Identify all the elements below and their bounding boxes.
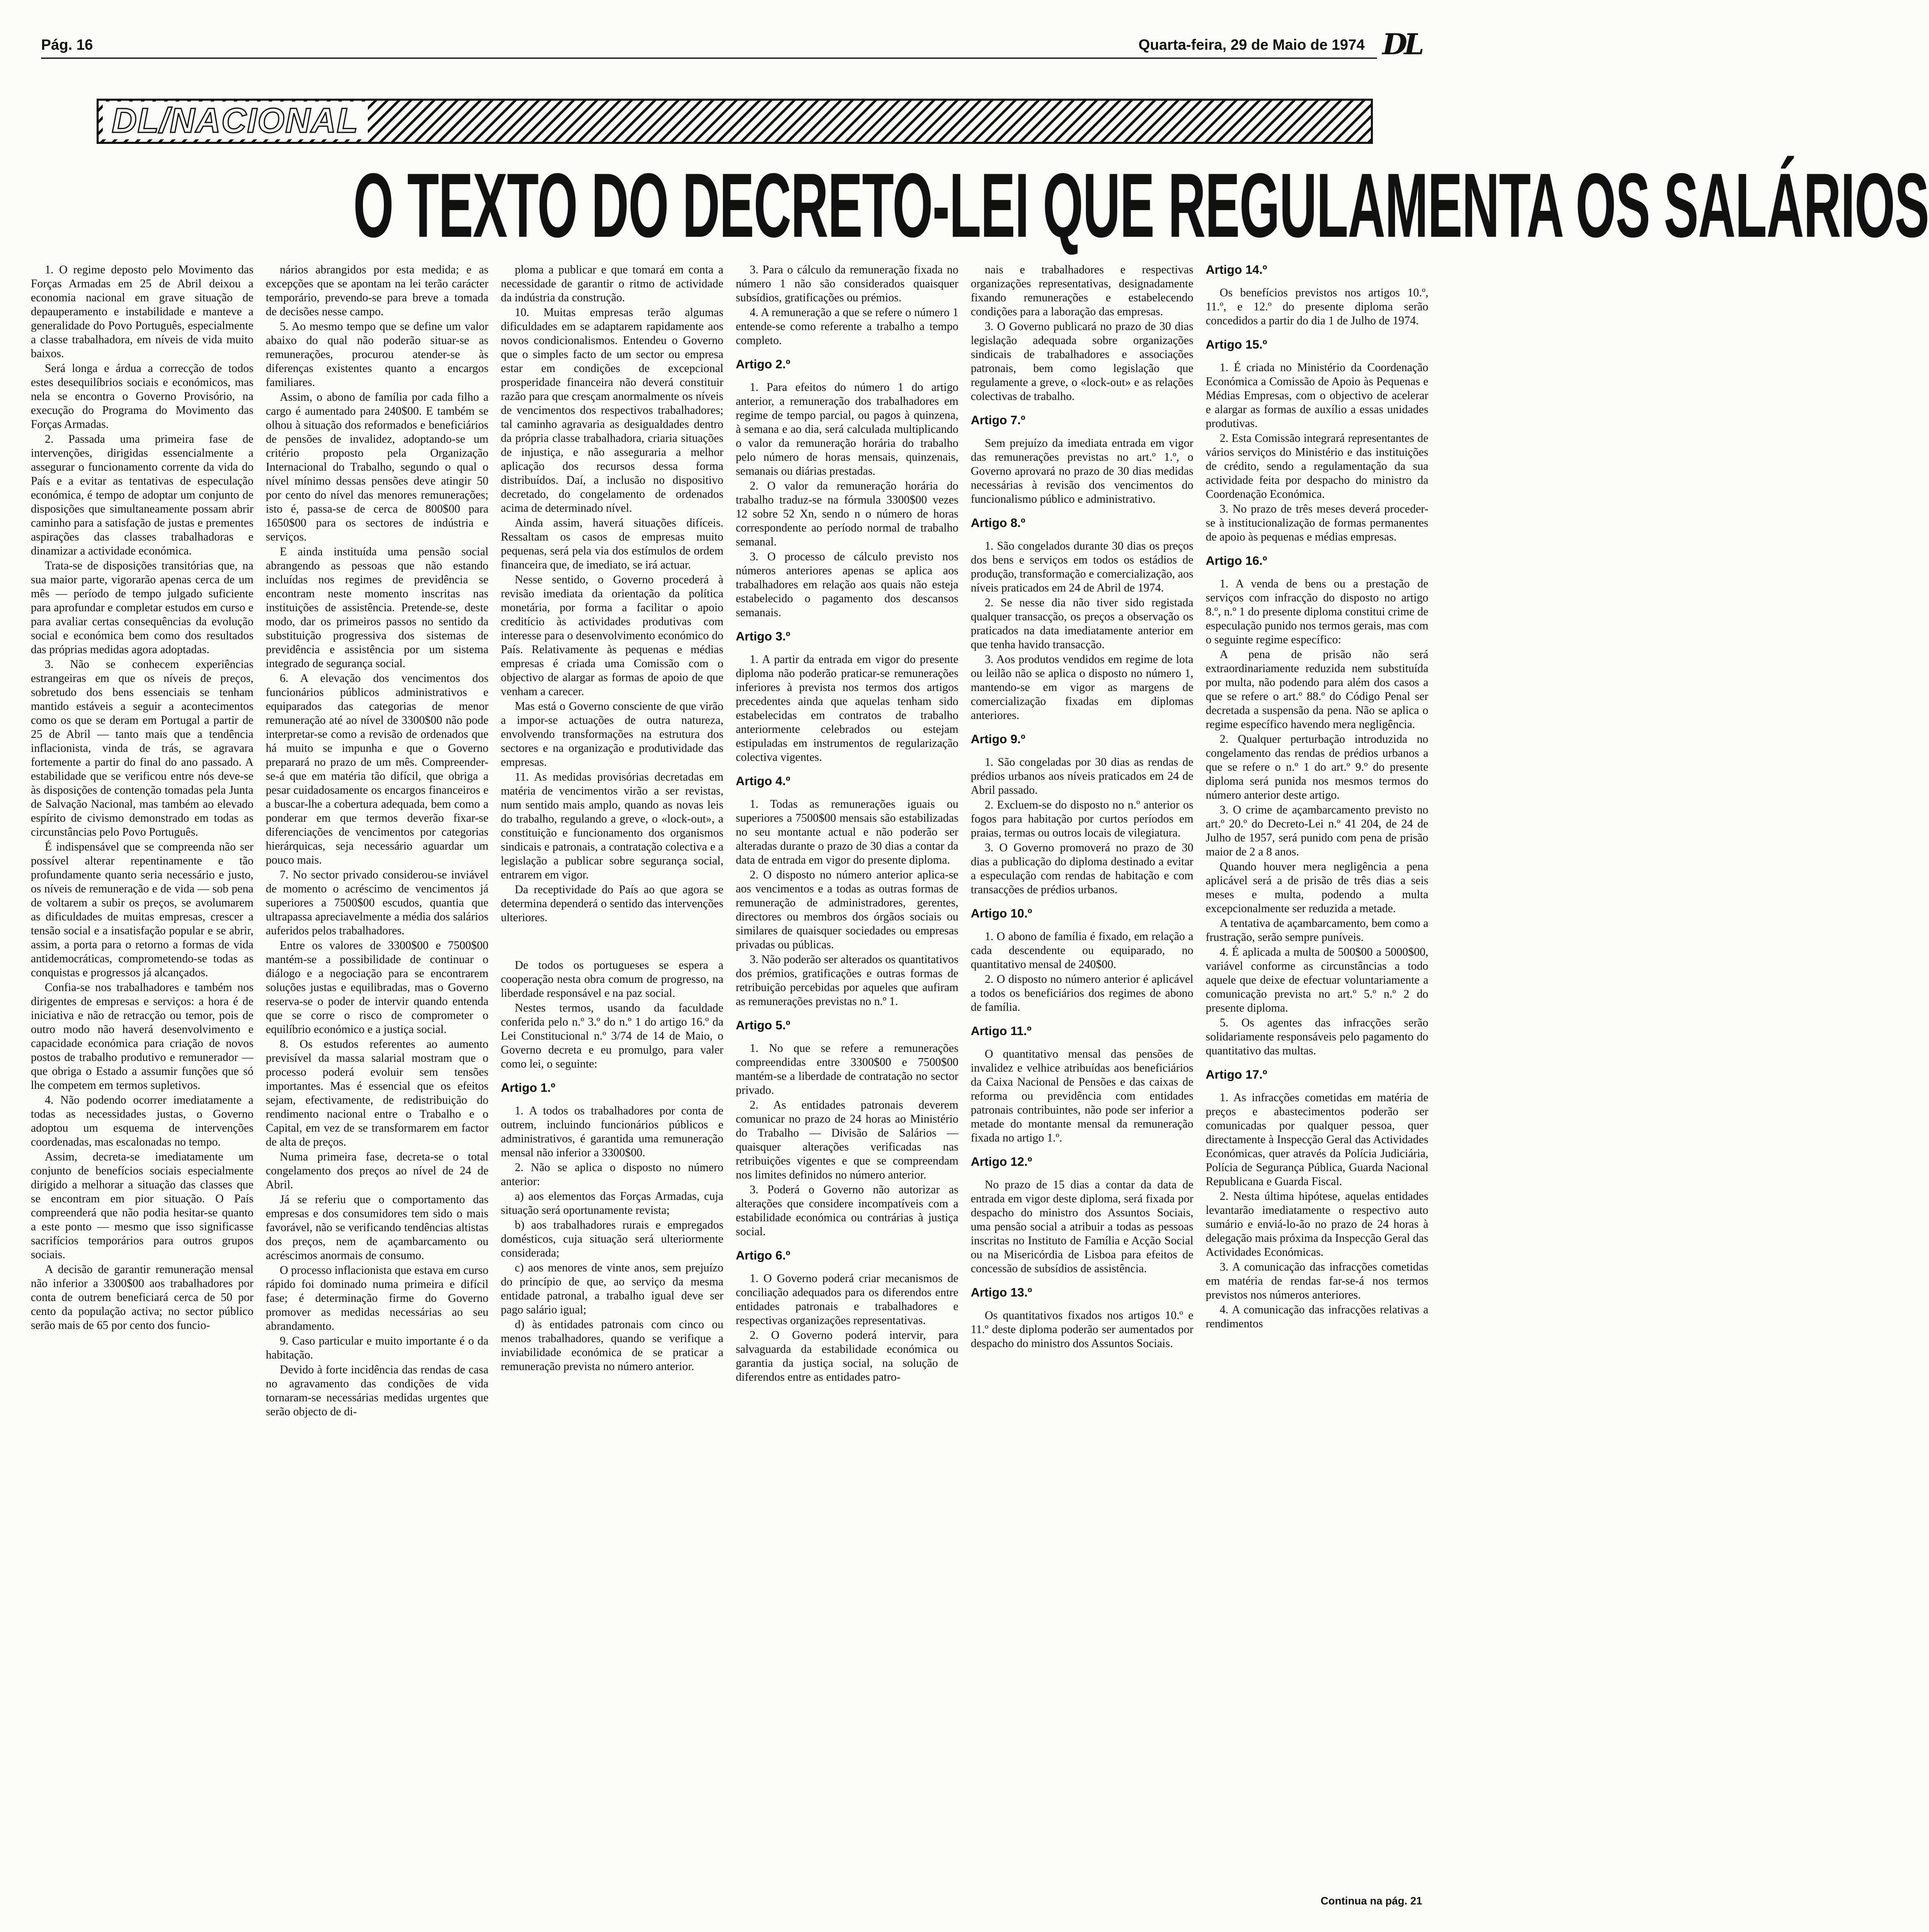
paragraph: Da receptividade do País ao que agora se determina dependerá o sentido das intervenções ulteriores.: [501, 883, 724, 924]
page-header: [25, 16, 1422, 66]
page-number: Pág. 16: [41, 36, 93, 53]
article-body: [31, 263, 1428, 1891]
paragraph: 1. São congelados durante 30 dias os preços dos bens e serviços em todos os estádios de produção, transformação e comercialização, aos níveis praticados em 24 de Abril de 1974.: [970, 540, 1194, 594]
date-line: Quarta-feira, 29 de Maio de 1974: [1138, 36, 1365, 53]
article-heading: Artigo 6.º: [736, 1249, 790, 1262]
paragraph: 7. No sector privado considerou-se inviável de momento o acréscimo de vencimentos já superiores a 7500$00 escudos, quantia que ultrapassa apreciavelmente a média dos salários auferidos pelos trabalhadores.: [266, 869, 489, 937]
paragraph: Os benefícios previstos nos artigos 10.º, 11.º, e 12.º do presente diploma serão concedidos a partir do dia 1 de Julho de 1974.: [1206, 287, 1429, 327]
paragraph: 1. Para efeitos do número 1 do artigo anterior, a remuneração dos trabalhadores em regime de tempo parcial, ou pagos à quinzena, à semana e ao dia, será calculada multiplicando o valor da remuneração horária do trabalho pelo número de horas mensais, quinzenais, semanais ou diárias prestadas.: [736, 381, 959, 478]
paragraph: Sem prejuízo da imediata entrada em vigor das remunerações previstas no art.º 1.º, o Governo aprovará no prazo de 30 dias medidas necessárias à revisão dos vencimentos do funcionalismo público e administrativo.: [970, 437, 1194, 506]
paragraph: 4. A comunicação das infracções relativas a rendimentos: [1206, 1303, 1429, 1330]
article-heading: Artigo 2.º: [736, 358, 790, 371]
paragraph: Trata-se de disposições transitórias que, na sua maior parte, vigorarão apenas cerca de um mês — período de tempo julgado suficiente para aprofundar e completar estudos em curso e para avaliar certas consequências da evolução social e económica bem como dos resultados das próprias medidas agora adoptadas.: [31, 559, 254, 656]
article-heading: Artigo 3.º: [736, 630, 790, 643]
paragraph: Já se referiu que o comportamento das empresas e dos consumidores tem sido o mais favorável, não se verificando tendências altistas dos preços, nem de açambarcamento ou acréscimos anormais de consumo.: [266, 1193, 489, 1262]
paragraph: Os quantitativos fixados nos artigos 10.º e 11.º deste diploma poderão ser aumentados por despacho do ministro dos Assuntos Sociais.: [970, 1309, 1194, 1350]
paragraph: 2. Não se aplica o disposto no número anterior:: [501, 1161, 724, 1188]
paragraph: 2. O valor da remuneração horária do trabalho traduz-se na fórmula 3300$00 vezes 12 sobre 52 Xn, sendo n o número de horas correspondente ao período normal de trabalho semanal.: [736, 480, 959, 548]
paragraph: A pena de prisão não será extraordinariamente reduzida nem substituída por multa, não podendo para além dos casos a que se refere o art.º 88.º do Código Penal ser decretada a suspensão da pena. Não se aplica o regime específico havendo mera negligência.: [1206, 648, 1429, 731]
paragraph: Mas está o Governo consciente de que virão a impor-se actuações de outra natureza, envolvendo transformações na estrutura dos sectores e na organização e produtividade das empresas.: [501, 700, 724, 769]
paragraph: 1. A partir da entrada em vigor do presente diploma não poderão praticar-se remunerações inferiores à prevista nos termos dos artigos precedentes ainda que aquelas tenham sido estabelecidas em contratos de trabalho anteriormente celebrados ou estejam estipuladas em instrumentos de regularização colectiva vigentes.: [736, 653, 959, 764]
paragraph: 3. O processo de cálculo previsto nos números anteriores apenas se aplica aos trabalhadores em relação aos quais não esteja estabelecido o pagamento dos descansos semanais.: [736, 550, 959, 619]
paragraph: Será longa e árdua a correcção de todos estes desequilíbrios sociais e económicos, mas nela se encontra o Governo Provisório, na execução do Programa do Movimento das Forças Armadas.: [31, 362, 254, 431]
article-heading: Artigo 7.º: [970, 414, 1026, 427]
article-heading: Artigo 12.º: [970, 1155, 1032, 1169]
paragraph: 8. Os estudos referentes ao aumento previsível da massa salarial mostram que o processo poderá evoluir sem tensões importantes. Mas é essencial que os efeitos sejam, efectivamente, de redistribuição do rendimento nacional entre o Trabalho e o Capital, em vez de se transformarem em factor de alta de preços.: [266, 1038, 489, 1149]
paragraph: 2. Qualquer perturbação introduzida no congelamento das rendas de prédios urbanos a que se refere o n.º 1 do art.º 9.º do presente diploma será punida nos mesmos termos do número anterior deste artigo.: [1206, 733, 1429, 802]
paragraph: c) aos menores de vinte anos, sem prejuízo do princípio de que, ao serviço da mesma entidade patronal, a trabalho igual deve ser pago salário igual;: [501, 1262, 724, 1316]
paragraph: 5. Os agentes das infracções serão solidariamente responsáveis pelo pagamento do quantitativo das multas.: [1206, 1017, 1429, 1057]
paragraph: 3. Não se conhecem experiências estrangeiras em que os níveis de preços, sobretudo dos bens essenciais se tenham mantido estáveis a seguir a acontecimentos como os que se deram em Portugal a partir de 25 de Abril — tanto mais que a tendência inflacionista, vinda de trás, se agravara fortemente a partir do final do ano passado. A estabilidade que se verificou entre nós deve-se às disposições de contenção tomadas pela Junta de Salvação Nacional, mas também ao elevado espírito de civismo demonstrado em todas as circunstâncias pelo Povo Português.: [31, 658, 254, 839]
column-gap: [501, 926, 723, 959]
paragraph: 1. A todos os trabalhadores por conta de outrem, incluindo funcionários públicos e administrativos, é garantida uma remuneração mensal não inferior a 3300$00.: [501, 1105, 724, 1159]
paragraph: 3. Aos produtos vendidos em regime de lota ou leilão não se aplica o disposto no número 1, mantendo-se em vigor as margens de comercialização fixadas em diplomas anteriores.: [970, 653, 1194, 722]
paragraph: d) às entidades patronais com cinco ou menos trabalhadores, quando se verifique a inviabilidade económica de se praticar a remuneração prevista no número anterior.: [501, 1318, 724, 1373]
paragraph: 4. A remuneração a que se refere o número 1 entende-se como referente a trabalho a tempo completo.: [736, 306, 959, 347]
article-heading: Artigo 10.º: [970, 907, 1032, 920]
article-column: [266, 263, 489, 1891]
paragraph: 1. O Governo poderá criar mecanismos de conciliação adequados para os diferendos entre entidades patronais e trabalhadores e respectivas organizações representativas.: [736, 1272, 959, 1327]
article-heading: Artigo 1.º: [501, 1081, 555, 1095]
paragraph: É indispensável que se compreenda não ser possível alterar repentinamente e tão profundamente quanto seria necessário e justo, os níveis de remuneração e de vida — sob pena de voltarem a subir os preços, se avolumarem as dificuldades de muitas empresas, crescer a tensão social e a insatisfação popular e se abrir, assim, a porta para o retorno a formas de vida antidemocráticas, comprometendo-se todas as conquistas e progressos já alcançados.: [31, 841, 254, 979]
paragraph: E ainda instituída uma pensão social abrangendo as pessoas que não estando incluídas nos regimes de previdência se encontram neste momento inscritas nas instituições de assistência. Pretende-se, deste modo, dar os primeiros passos no sentido da substituição progressiva dos sistemas de previdência e assistência por um sistema integrado de segurança social.: [266, 545, 489, 670]
paragraph: Devido à forte incidência das rendas de casa no agravamento das condições de vida tornaram-se necessárias medidas urgentes que serão objecto de di-: [266, 1363, 489, 1418]
article-heading: Artigo 4.º: [736, 774, 790, 788]
paragraph: 3. A comunicação das infracções cometidas em matéria de rendas far-se-á nos termos previstos nos números anteriores.: [1206, 1261, 1429, 1301]
paragraph: a) aos elementos das Forças Armadas, cuja situação será oportunamente revista;: [501, 1190, 724, 1217]
paragraph: Confia-se nos trabalhadores e também nos dirigentes de empresas e serviços: a hora é de iniciativa e não de retracção ou temor, pois de outro modo não haverá desenvolvimento e capacidade económica para criação de novos postos de trabalho produtivo e remunerador — que obriga o Estado a assumir funções que só lhe competem em termos supletivos.: [31, 981, 254, 1092]
header-rule: [41, 58, 1377, 59]
paragraph: 3. O crime de açambarcamento previsto no art.º 20.º do Decreto-Lei n.º 41 204, de 24 de Julho de 1957, será punido com pena de prisão maior de 2 a 8 anos.: [1206, 804, 1429, 858]
paragraph: 2. Esta Comissão integrará representantes de vários serviços do Ministério e das instituições de crédito, sendo a regulamentação da sua actividade feita por despacho do ministro da Coordenação Económica.: [1206, 432, 1429, 501]
article-heading: Artigo 15.º: [1206, 338, 1267, 351]
paragraph: Numa primeira fase, decreta-se o total congelamento dos preços ao nível de 24 de Abril.: [266, 1151, 489, 1191]
paragraph: 2. O disposto no número anterior é aplicável a todos os beneficiários dos regimes de abono de família.: [970, 973, 1194, 1014]
paragraph: O processo inflacionista que estava em curso rápido foi dominado numa primeira e difícil fase; é determinação firme do Governo promover as medidas necessárias ao seu abrandamento.: [266, 1264, 489, 1333]
paragraph: 2. Excluem-se do disposto no n.º anterior os fogos para habitação por curtos períodos em praias, termas ou outros locais de vilegiatura.: [970, 799, 1194, 839]
paragraph: No prazo de 15 dias a contar da data de entrada em vigor deste diploma, será fixada por despacho do ministro dos Assuntos Sociais, uma pensão social a atribuir a todas as pessoas inscritas no Instituto de Família e Acção Social ou na Misericórdia de Lisboa para efeitos de concessão de subsídios de assistência.: [970, 1179, 1194, 1275]
paragraph: 1. É criada no Ministério da Coordenação Económica a Comissão de Apoio às Pequenas e Médias Empresas, com o objectivo de acelerar e alargar as formas de auxílio a essas unidades produtivas.: [1206, 361, 1429, 430]
paragraph: A tentativa de açambarcamento, bem como a frustração, serão sempre puníveis.: [1206, 917, 1429, 944]
article-heading: Artigo 14.º: [1206, 263, 1267, 277]
article-heading: Artigo 13.º: [970, 1286, 1032, 1299]
paragraph: 3. O Governo promoverá no prazo de 30 dias a publicação do diploma destinado a evitar a especulação com rendas de habitação e com transacções de prédios urbanos.: [970, 841, 1194, 896]
paragraph: 2. As entidades patronais deverem comunicar no prazo de 24 horas ao Ministério do Trabalho — Divisão de Salários — quaisquer alterações verificadas nas retribuições vigentes e que se compreendam nos limites definidos no número anterior.: [736, 1099, 959, 1181]
paragraph: 2. O disposto no número anterior aplica-se aos vencimentos e a todas as outras formas de remuneração de administradores, gerentes, directores ou membros dos órgãos sociais ou similares de quaisquer sociedades ou empresas privadas ou públicas.: [736, 869, 959, 951]
article-heading: Artigo 9.º: [970, 733, 1026, 746]
paragraph: Entre os valores de 3300$00 e 7500$00 mantém-se a possibilidade de continuar o diálogo e a negociação para se encontrarem soluções justas e equilibradas, mas o Governo reserva-se o poder de intervir quando entenda que se corre o risco de comprometer o equilíbrio económico e a justiça social.: [266, 939, 489, 1036]
paragraph: 4. É aplicada a multa de 500$00 a 5000$00, variável conforme as circunstâncias a todo aquele que deixe de efectuar voluntariamente a comunicação prevista no art.º 5.º n.º 2 do presente diploma.: [1206, 946, 1429, 1015]
article-heading: Artigo 11.º: [970, 1024, 1032, 1038]
paragraph: 2. O Governo poderá intervir, para salvaguarda da estabilidade económica ou garantia da justiça social, na solução de diferendos entre as entidades patro-: [736, 1329, 959, 1384]
continuation-note: Continua na pág. 21: [1320, 1895, 1422, 1907]
paragraph: 5. Ao mesmo tempo que se define um valor abaixo do qual não poderão situar-se as remunerações, procurou atender-se às diferenças existentes quanto a encargos familiares.: [266, 320, 489, 389]
paragraph: b) aos trabalhadores rurais e empregados domésticos, cuja situação será ulteriormente considerada;: [501, 1219, 724, 1259]
paragraph: 9. Caso particular e muito importante é o da habitação.: [266, 1335, 489, 1361]
paragraph: 10. Muitas empresas terão algumas dificuldades em se adaptarem rapidamente aos novos condicionalismos. Entendeu o Governo que o simples facto de um sector ou empresa estar em condições de excepcional prosperidade financeira não deverá constituir razão para que cresçam anormalmente os níveis de vencimentos dos respectivos trabalhadores; tal caminho agravaria as desigualdades dentro da própria classe trabalhadora, criaria situações de injustiça, e não asseguraria a melhor aplicação dos recursos dessa forma distribuídos. Daí, a inclusão no dispositivo decretado, do congelamento de ordenados acima de determinado nível.: [501, 306, 724, 515]
paragraph: Nesse sentido, o Governo procederá à revisão imediata da orientação da política monetária, por forma a facilitar o apoio creditício às actividades produtivas com interesse para o desenvolvimento económico do País. Relativamente às pequenas e médias empresas é criada uma Comissão com o objectivo de alargar as formas de apoio de que venham a carecer.: [501, 573, 724, 698]
paragraph: Assim, o abono de família por cada filho a cargo é aumentado para 240$00. E também se olhou à situação dos reformados e beneficiários de pensões de invalidez, adoptando-se um critério proposto pela Organização Internacional do Trabalho, segundo o qual o nível mínimo dessas pensões deve atingir 50 por cento do nível das menores remunerações; isto é, passa-se de cerca de 800$00 para 1650$00 para os sectores de indústria e serviços.: [266, 391, 489, 543]
paragraph: 1. O abono de família é fixado, em relação a cada descendente ou equiparado, no quantitativo mensal de 240$00.: [970, 930, 1194, 971]
paragraph: 1. As infracções cometidas em matéria de preços e abastecimentos poderão ser comunicadas por qualquer pessoa, quer directamente à Inspecção Geral das Actividades Económicas, quer através da Polícia Judiciária, Polícia de Segurança Pública, Guarda Nacional Republicana e Guarda Fiscal.: [1206, 1091, 1429, 1188]
article-column: [1206, 263, 1428, 1891]
article-heading: Artigo 8.º: [970, 516, 1026, 530]
paragraph: Assim, decreta-se imediatamente um conjunto de benefícios sociais especialmente dirigido a melhorar a situação das classes que se encontram em pior situação. O País compreenderá que não podia hesitar-se quanto a este ponto — mesmo que isso significasse sacrifícios temporários para outros grupos sociais.: [31, 1151, 254, 1261]
paragraph: 1. No que se refere a remunerações compreendidas entre 3300$00 e 7500$00 mantém-se a liberdade de contratação no sector privado.: [736, 1042, 959, 1097]
paragraph: 1. Todas as remunerações iguais ou superiores a 7500$00 mensais são estabilizadas no seu montante actual e não poderão ser alteradas durante o prazo de 30 dias a contar da data de entrada em vigor do presente diploma.: [736, 798, 959, 867]
paragraph: 3. Para o cálculo da remuneração fixada no número 1 não são considerados quaisquer subsídios, gratificações ou prémios.: [736, 263, 959, 304]
article-heading: Artigo 17.º: [1206, 1068, 1267, 1082]
paragraph: Quando houver mera negligência a pena aplicável será a de prisão de três dias a seis meses e multa, podendo a multa excepcionalmente ser reduzida a metade.: [1206, 860, 1429, 915]
paragraph: nários abrangidos por esta medida; e as excepções que se apontam na lei terão carácter temporário, prevendo-se para breve a tomada de decisões nesse campo.: [266, 263, 489, 318]
paragraph: A decisão de garantir remuneração mensal não inferior a 3300$00 aos trabalhadores por conta de outrem beneficiará cerca de 50 por cento da população activa; no sector público serão mais de 65 por cento dos funcio-: [31, 1263, 254, 1332]
paragraph: 3. O Governo publicará no prazo de 30 dias legislação adequada sobre organizações sindicais de trabalhadores e associações patronais, bem como legislação que regulamente a greve, o «lock-out» e as relações colectivas de trabalho.: [970, 320, 1194, 403]
paragraph: 1. A venda de bens ou a prestação de serviços com infracção do disposto no artigo 8.º, n.º 1 do presente diploma constitui crime de especulação punido nos termos gerais, mas com o seguinte regime específico:: [1206, 578, 1429, 646]
paragraph: De todos os portugueses se espera a cooperação nesta obra comum de progresso, na liberdade responsável e na paz social.: [501, 959, 724, 1000]
article-heading: Artigo 5.º: [736, 1019, 790, 1032]
paragraph: O quantitativo mensal das pensões de invalidez e velhice atribuídas aos beneficiários da Caixa Nacional de Pensões e das caixas de reforma ou previdência com entidades patronais contribuintes, não pode ser inferior a metade do montante mensal da remuneração fixada no artigo 1.º.: [970, 1048, 1194, 1144]
headline: O TEXTO DO DECRETO-LEI QUE REGULAMENTA OS SALÁRIOS: [353, 155, 1929, 257]
paragraph: 2. Passada uma primeira fase de intervenções, dirigidas essencialmente a assegurar o funcionamento corrente da vida do País e a evitar as tentativas de especulação económica, é tempo de adoptar um conjunto de disposições que simultaneamente possam abrir caminho para a satisfação de justas e prementes aspirações das classes trabalhadoras e dinamizar a actividade económica.: [31, 433, 254, 557]
article-column: [31, 263, 254, 1891]
paragraph: Ainda assim, haverá situações difíceis. Ressaltam os casos de empresas muito pequenas, será pela via dos estímulos de ordem financeira que, de imediato, se irá actuar.: [501, 517, 724, 571]
newspaper-logo: DL: [1382, 27, 1421, 61]
article-heading: Artigo 16.º: [1206, 554, 1267, 568]
paragraph: 4. Não podendo ocorrer imediatamente a todas as necessidades justas, o Governo adoptou um esquema de intervenções coordenadas, mas escalonadas no tempo.: [31, 1094, 254, 1149]
paragraph: 3. Não poderão ser alterados os quantitativos dos prémios, gratificações e outras formas de retribuição percebidas por aqueles que aufiram as remunerações previstas no n.º 1.: [736, 953, 959, 1008]
paragraph: ploma a publicar e que tomará em conta a necessidade de garantir o ritmo de actividade da indústria da construção.: [501, 263, 724, 304]
paragraph: 2. Se nesse dia não tiver sido registada qualquer transacção, os preços a observação os praticados na data imediatamente anterior em que tenha havido transacção.: [970, 596, 1194, 651]
article-column: [736, 263, 959, 1891]
paragraph: 1. São congeladas por 30 dias as rendas de prédios urbanos aos níveis praticados em 24 de Abril passado.: [970, 756, 1194, 797]
paragraph: 11. As medidas provisórias decretadas em matéria de vencimentos virão a ser revistas, num sentido mais amplo, quando as novas leis do trabalho, regulando a greve, o «lock-out», a constituição e funcionamento dos organismos sindicais e patronais, a contratação colectiva e a legislação a publicar sobre segurança social, entrarem em vigor.: [501, 771, 724, 881]
paragraph: 6. A elevação dos vencimentos dos funcionários públicos administrativos e equiparados das categorias de menor remuneração até ao nível de 3300$00 não pode interpretar-se como a revisão de ordenados que há muito se impunha e que o Governo preparará no prazo de um mês. Compreender-se-á que em matéria tão difícil, que obriga a pesar cuidadosamente os encargos financeiros e a buscar-lhe a cobertura adequada, bem como a ponderar em que termos deverão fixar-se diferenciações de vencimentos por categorias hierárquicas, seja necessário aguardar um pouco mais.: [266, 672, 489, 867]
section-banner: [97, 99, 1373, 144]
paragraph: Nestes termos, usando da faculdade conferida pelo n.º 3.º do n.º 1 do artigo 16.º da Lei Constitucional n.º 3/74 de 14 de Maio, o Governo decreta e eu promulgo, para valer como lei, o seguinte:: [501, 1002, 724, 1070]
paragraph: 3. Poderá o Governo não autorizar as alterações que considere incompatíveis com a estabilidade económica ou contrárias à justiça social.: [736, 1183, 959, 1238]
paragraph: 1. O regime deposto pelo Movimento das Forças Armadas em 25 de Abril deixou a economia nacional em grave situação de depauperamento e instabilidade e manteve a generalidade do Povo Português, especialmente a classe trabalhadora, em níveis de vida muito baixos.: [31, 263, 254, 360]
article-column: [971, 263, 1194, 1891]
paragraph: nais e trabalhadores e respectivas organizações representativas, designadamente fixando remunerações e estabelecendo condições para a laboração das empresas.: [970, 263, 1194, 318]
section-label: DL/NACIONAL: [103, 102, 368, 139]
paragraph: 2. Nesta última hipótese, aquelas entidades levantarão imediatamente o respectivo auto sumário e enviá-lo-ão no prazo de 24 horas à delegação mais próxima da Inspecção Geral das Actividades Económicas.: [1206, 1190, 1429, 1259]
article-column: [501, 263, 723, 1891]
paragraph: 3. No prazo de três meses deverá proceder-se à institucionalização de formas permanentes de apoio às pequenas e médias empresas.: [1206, 503, 1429, 543]
